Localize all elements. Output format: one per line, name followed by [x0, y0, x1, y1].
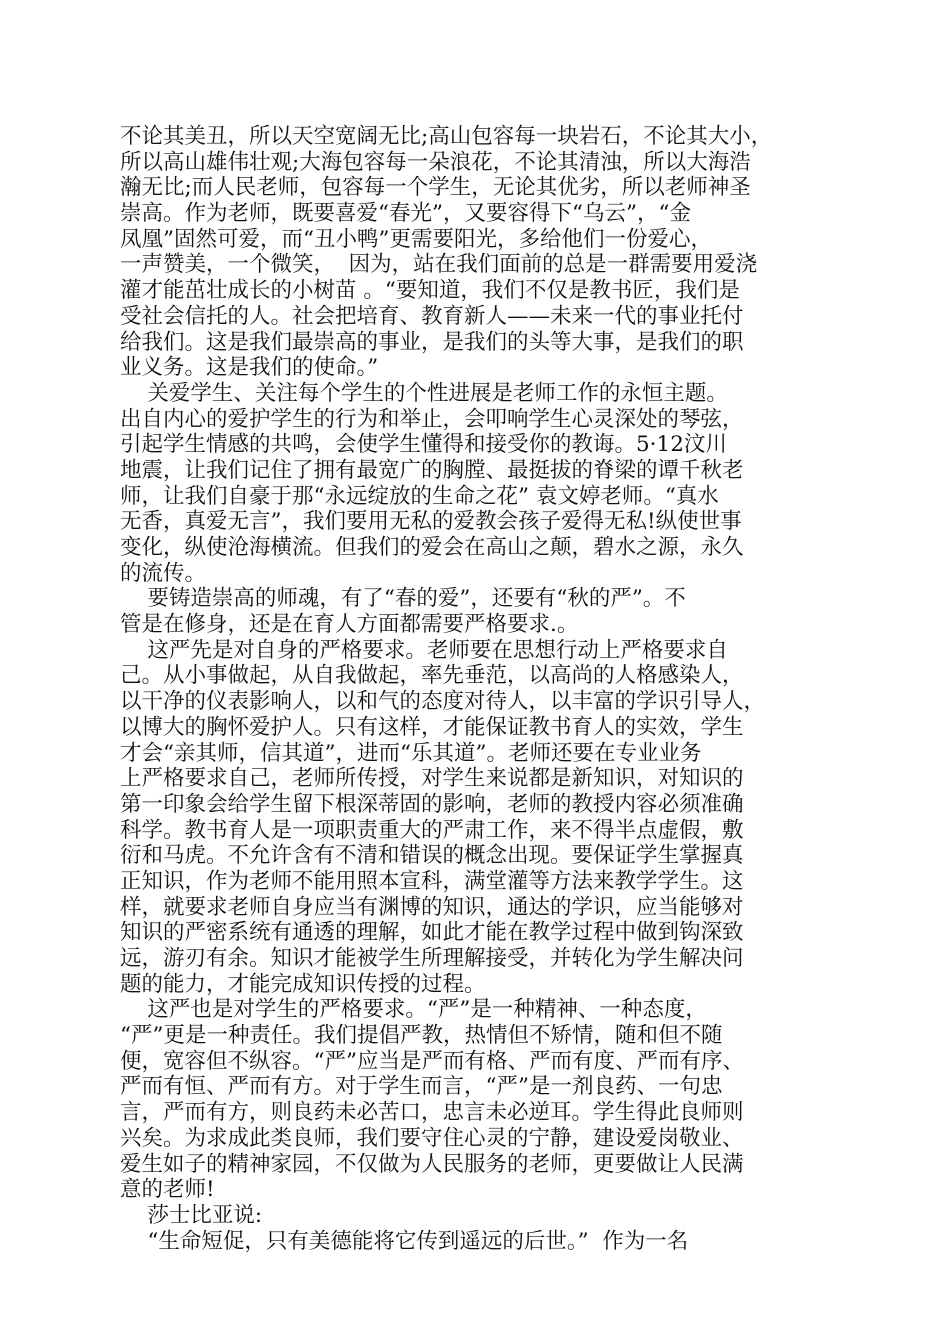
text-line: 以干净的仪表影响人，以和气的态度对待人，以丰富的学识引导人，	[120, 689, 766, 715]
text-line: 无香，真爱无言”，我们要用无私的爱教会孩子爱得无私!纵使世事	[120, 509, 742, 535]
text-line: 给我们。这是我们最崇高的事业，是我们的头等大事，是我们的职	[120, 329, 744, 355]
text-line: 凤凰”固然可爱，而“丑小鸭”更需要阳光，多给他们一份爱心，	[120, 226, 712, 252]
text-line: 的流传。	[120, 560, 207, 586]
text-line: 管是在修身，还是在育人方面都需要严格要求.。	[120, 612, 579, 638]
text-line: 样，就要求老师自身应当有渊博的知识，通达的学识，应当能够对	[120, 894, 744, 920]
text-line: 衍和马虎。不允许含有不清和错误的概念出现。要保证学生掌握真	[120, 843, 744, 869]
text-line: 变化，纵使沧海横流。但我们的爱会在高山之颠，碧水之源，永久	[120, 535, 744, 560]
text-line: 便，宽容但不纵容。“严”应当是严而有格、严而有度、严而有序、	[120, 1048, 744, 1074]
text-line: 以博大的胸怀爱护人。只有这样，才能保证教书育人的实效，学生	[120, 714, 744, 740]
text-line: 师，让我们自豪于那“永远绽放的生命之花” 袁文婷老师。“真水	[120, 483, 719, 509]
text-line: 言，严而有方，则良药未必苦口，忠言未必逆耳。学生得此良师则	[120, 1100, 744, 1126]
text-line: “生命短促，只有美德能将它传到遥远的后世。” 作为一名	[120, 1228, 689, 1254]
text-line: 引起学生情感的共鸣，会使学生懂得和接受你的教诲。5·12汶川	[120, 432, 727, 458]
text-line: 所以高山雄伟壮观;大海包容每一朵浪花，不论其清浊，所以大海浩	[120, 149, 751, 175]
text-line: 业义务。这是我们的使命。”	[120, 355, 379, 381]
text-line: 不论其美丑，所以天空宽阔无比;高山包容每一块岩石，不论其大小，	[120, 124, 773, 149]
text-line: 爱生如子的精神家园，不仅做为人民服务的老师，更要做让人民满	[120, 1151, 744, 1177]
text-line: 地震，让我们记住了拥有最宽广的胸膛、最挺拔的脊梁的谭千秋老	[120, 457, 744, 483]
text-line: 科学。教书育人是一项职责重大的严肃工作，来不得半点虚假，敷	[120, 817, 744, 843]
text-line: 意的老师!	[120, 1177, 215, 1203]
text-line: 关爱学生、关注每个学生的个性进展是老师工作的永恒主题。	[120, 380, 728, 406]
text-line: 出自内心的爱护学生的行为和举止，会叩响学生心灵深处的琴弦，	[120, 406, 744, 432]
text-line: 知识的严密系统有通透的理解，如此才能在教学过程中做到钩深致	[120, 920, 744, 946]
text-line: 题的能力，才能完成知识传授的过程。	[120, 971, 486, 997]
text-line: 一声赞美，一个微笑， 因为，站在我们面前的总是一群需要用爱浇	[120, 252, 758, 278]
text-line: 崇高。作为老师，既要喜爱“春光”，又要容得下“乌云”，“金	[120, 201, 691, 227]
text-line: 远，游刃有余。知识才能被学生所理解接受，并转化为学生解决问	[120, 946, 744, 971]
text-line: 第一印象会给学生留下根深蒂固的影响，老师的教授内容必须准确	[120, 791, 744, 817]
text-line: 莎士比亚说:	[120, 1202, 263, 1228]
text-line: 兴矣。为求成此类良师，我们要守住心灵的宁静，建设爱岗敬业、	[120, 1125, 744, 1151]
text-line: “严”更是一种责任。我们提倡严教，热情但不矫情，随和但不随	[120, 1023, 723, 1049]
text-line: 灌才能茁壮成长的小树苗 。“要知道，我们不仅是教书匠，我们是	[120, 278, 740, 304]
document-body-text	[120, 124, 840, 1254]
text-line: 上严格要求自己，老师所传授，对学生来说都是新知识，对知识的	[120, 766, 744, 792]
text-line: 这严也是对学生的严格要求。“严”是一种精神、一种态度，	[120, 997, 707, 1023]
text-line: 受社会信托的人。社会把培育、教育新人——未来一代的事业托付	[120, 303, 744, 329]
text-line: 要铸造崇高的师魂，有了“春的爱”，还要有“秋的严”。不	[120, 586, 686, 612]
text-line: 才会“亲其师，信其道”，进而“乐其道”。老师还要在专业业务	[120, 740, 702, 766]
text-line: 瀚无比;而人民老师，包容每一个学生，无论其优劣，所以老师神圣	[120, 175, 751, 201]
text-line: 正知识，作为老师不能用照本宣科，满堂灌等方法来教学学生。这	[120, 868, 744, 894]
text-line: 这严先是对自身的严格要求。老师要在思想行动上严格要求自	[120, 637, 728, 663]
text-line: 严而有恒、严而有方。对于学生而言，“严”是一剂良药、一句忠	[120, 1074, 723, 1100]
text-line: 己。从小事做起，从自我做起，率先垂范，以高尚的人格感染人，	[120, 663, 744, 689]
